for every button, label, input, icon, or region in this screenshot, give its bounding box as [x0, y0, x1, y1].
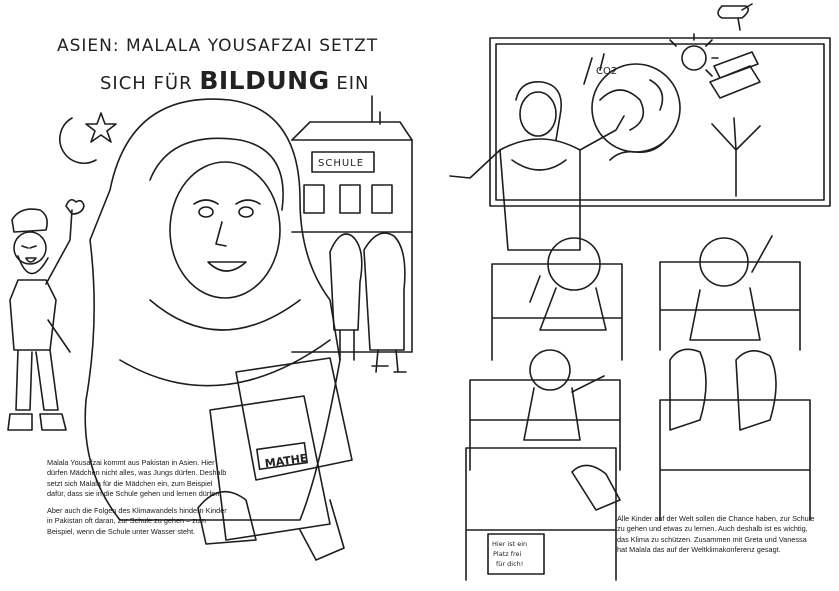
left-caption — [47, 458, 227, 544]
right-caption — [617, 514, 817, 555]
co2-label: CO2 — [596, 66, 618, 77]
schoolgirls-figures — [330, 233, 406, 372]
school-sign-label: SCHULE — [318, 158, 365, 169]
page-title-line-2 — [100, 66, 370, 95]
school-building — [292, 96, 412, 352]
blackboard — [490, 34, 830, 206]
title-part-post: EIN — [329, 73, 370, 94]
book-label: MATHE — [264, 451, 309, 471]
right-caption-paragraph-1: Alle Kinder auf der Welt sollen die Chance haben, zur Schule zu gehen und etwas zu lernen. Auch deshalb ist es wichtig, das Klima zu schützen. Zusammen mit Greta und Vanessa hat Malala das auf der Weltklimakonferenz gesagt. — [617, 514, 815, 554]
free-seat-line-1: Hier ist ein — [492, 540, 528, 548]
page-title-line-1: ASIEN: MALALA YOUSAFZAI SETZT — [57, 36, 379, 56]
star-icon — [86, 113, 116, 142]
free-seat-line-3: für dich! — [496, 560, 524, 568]
angry-man-figure — [8, 200, 84, 430]
title-part-pre: SICH FÜR — [100, 73, 200, 94]
free-seat-line-2: Platz frei — [493, 550, 522, 558]
left-caption-paragraph-2: Aber auch die Folgen des Klimawandels hindern Kinder in Pakistan oft daran, zur Schule zu gehen – zum Beispiel, wenn die Schule unter Wasser steht. — [47, 506, 227, 536]
bird-figure — [718, 4, 752, 30]
teacher-figure — [450, 82, 624, 250]
left-caption-paragraph-1: Malala Yousafzai kommt aus Pakistan in Asien. Hier dürfen Mädchen nicht alles, was Jungs dürfen. Deshalb setzt sich Malala für die Mädchen ein, zum Beispiel dafür, dass sie in die Schule gehen und lernen dürfen. — [47, 458, 227, 498]
title-part-bold: BILDUNG — [199, 66, 330, 95]
students-figures — [524, 236, 776, 510]
